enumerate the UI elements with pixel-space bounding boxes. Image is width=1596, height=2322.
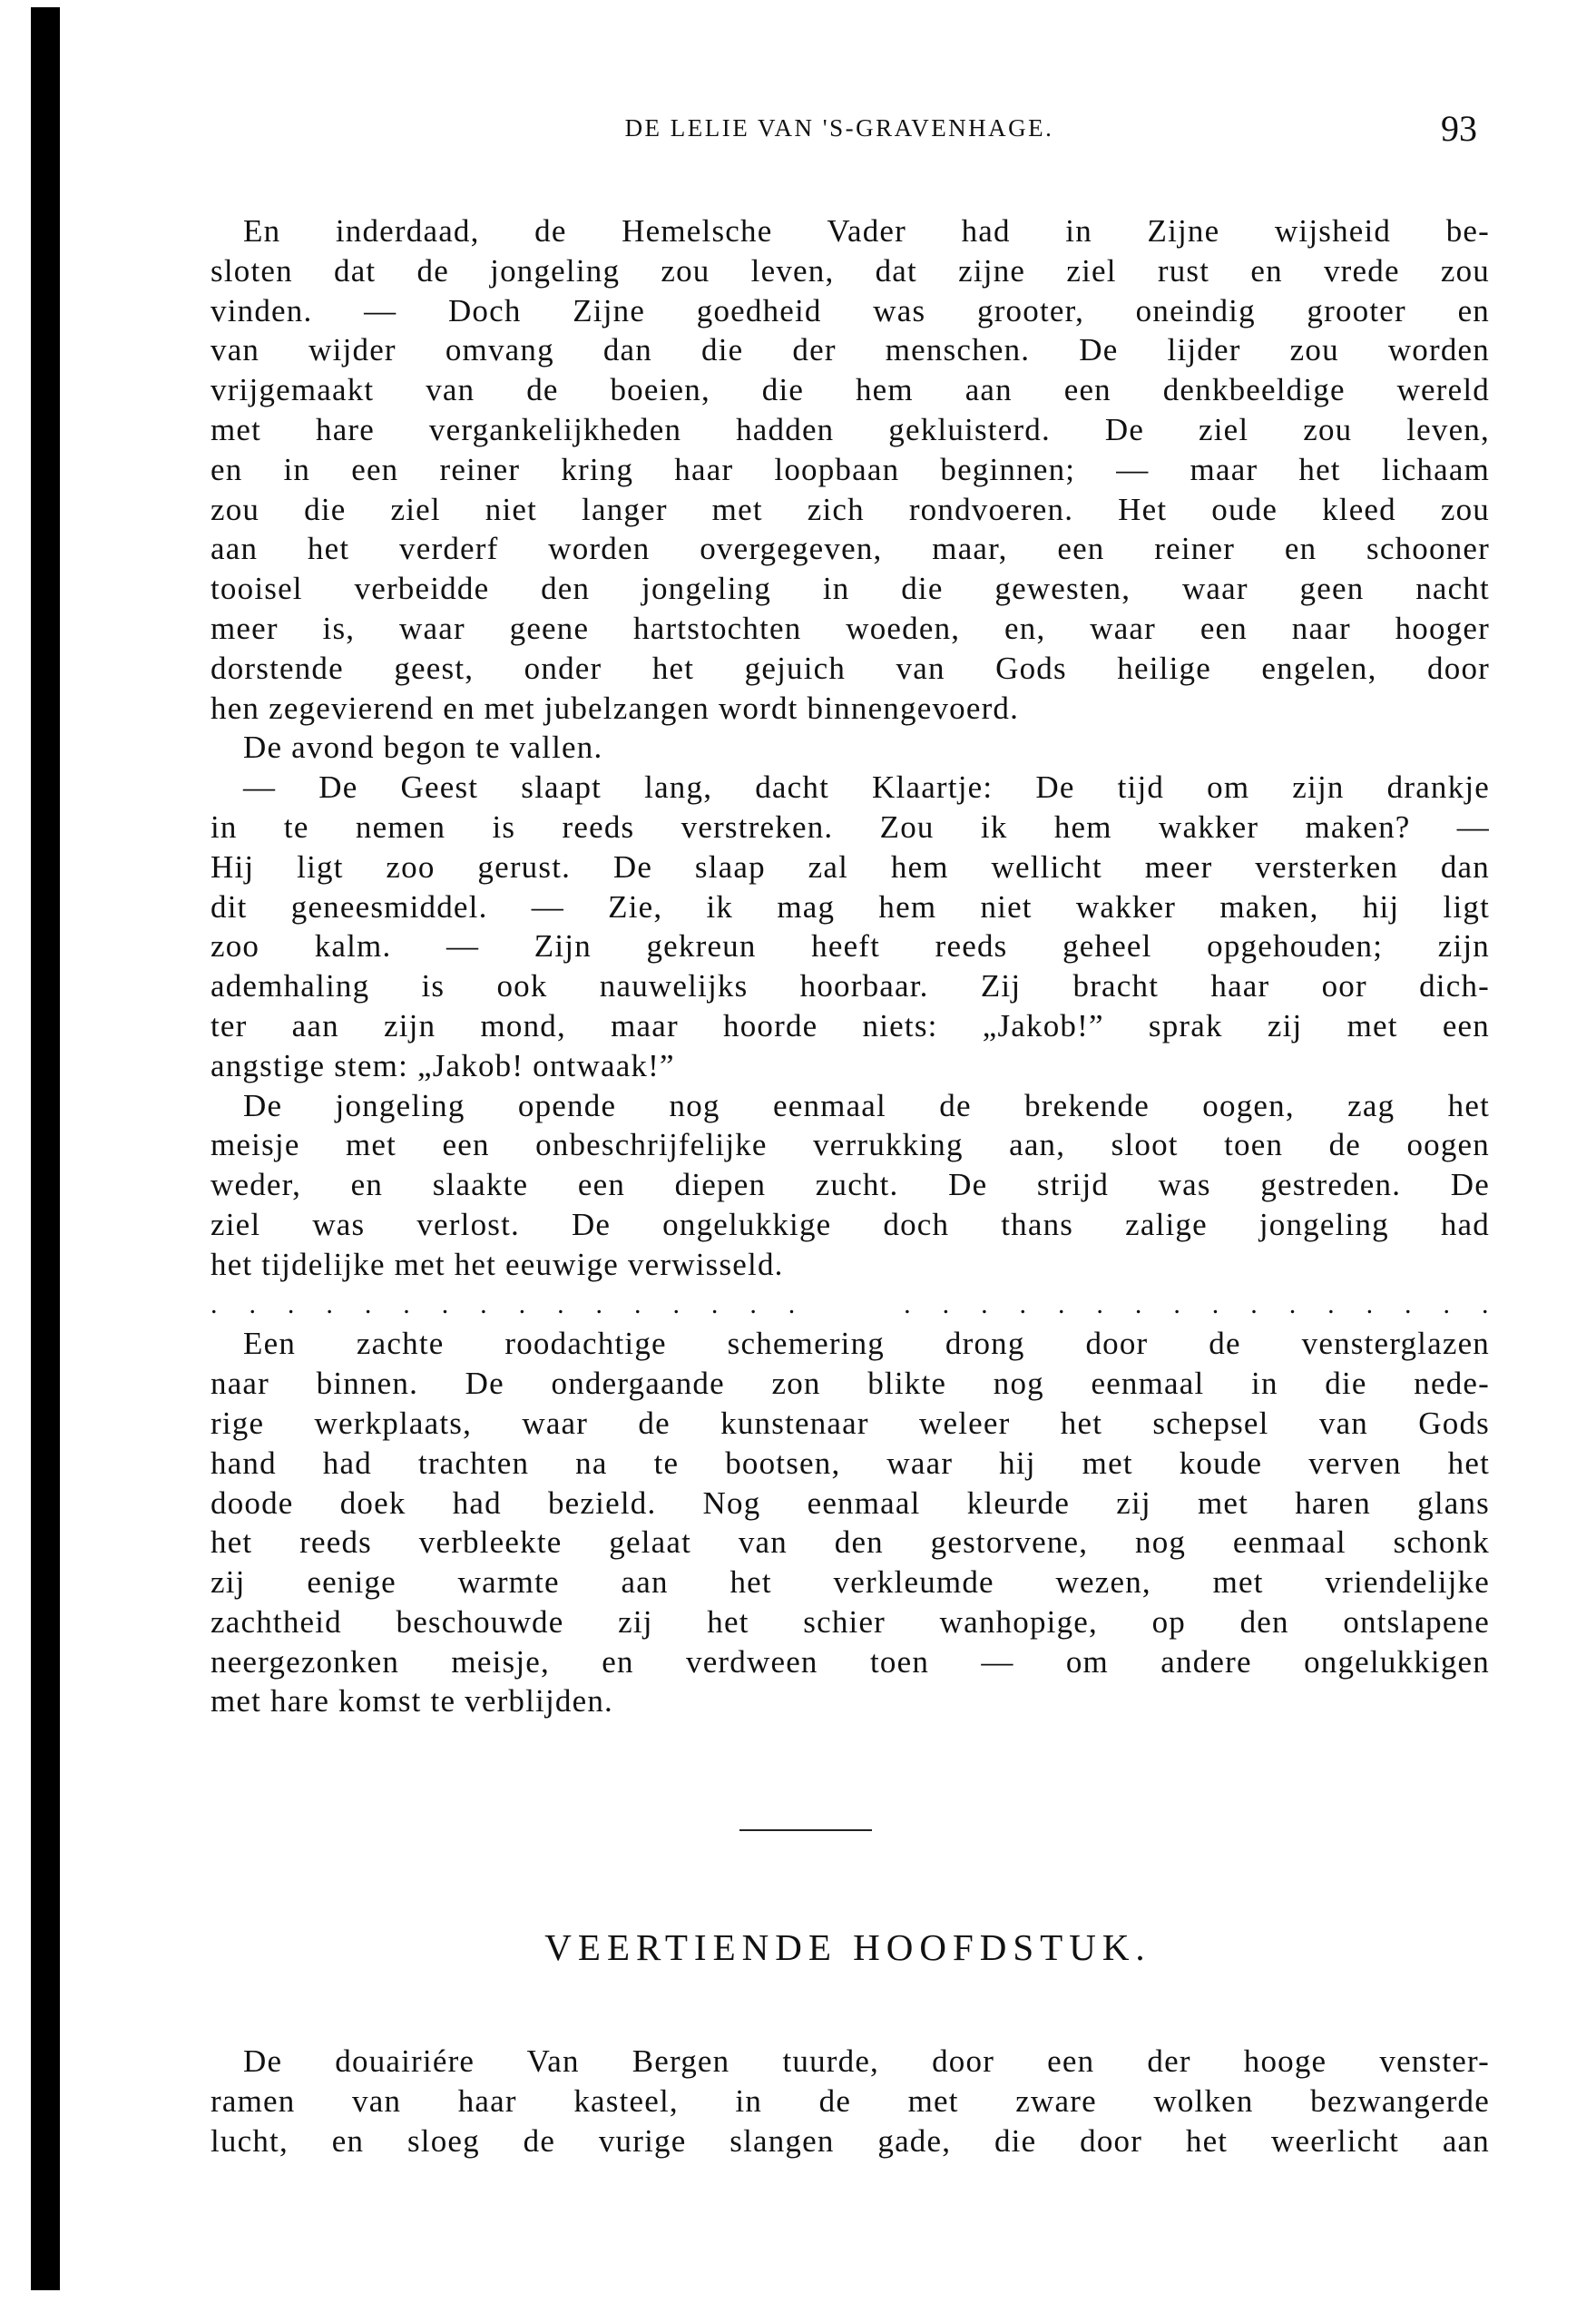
separator-dot: .	[1250, 1288, 1258, 1319]
text-line: neergezonken meisje, en verdween toen — om andere ongelukkigen	[211, 1643, 1490, 1680]
section-divider-rule	[739, 1829, 872, 1831]
text-line: zij eenige warmte aan het verkleumde wezen, met vriendelijke	[211, 1564, 1490, 1601]
separator-dot: .	[1481, 1288, 1490, 1319]
separator-dot: .	[1327, 1288, 1336, 1319]
separator-dot: .	[287, 1288, 296, 1319]
separator-dot: .	[749, 1288, 759, 1319]
separator-dot	[866, 1285, 874, 1325]
section-break-dots	[211, 1285, 1490, 1325]
text-line: en in een reiner kring haar loopbaan beginnen; — maar het lichaam	[211, 451, 1490, 487]
separator-dot: .	[249, 1288, 258, 1319]
text-line: angstige stem: „Jakob! ontwaak!”	[211, 1047, 675, 1083]
separator-dot: .	[403, 1288, 411, 1319]
text-line: De jongeling opende nog eenmaal de brekende oogen, zag het	[243, 1087, 1490, 1123]
separator-dot: .	[364, 1288, 373, 1319]
paragraph	[211, 768, 1490, 1085]
separator-dot: .	[480, 1288, 488, 1319]
paragraph	[211, 1324, 1490, 1721]
text-line: hen zegevierend en met jubelzangen wordt binnengevoerd.	[211, 690, 1020, 726]
separator-dot: .	[1405, 1288, 1413, 1319]
separator-dot: .	[441, 1288, 450, 1319]
paragraph	[211, 1086, 1490, 1285]
separator-dot: .	[788, 1288, 797, 1319]
text-line: De douairiére Van Bergen tuurde, door een der hooge venster-	[243, 2043, 1490, 2079]
text-line: meer is, waar geene hartstochten woeden, en, waar een naar hooger	[211, 610, 1490, 646]
text-line: met hare komst te verblijden.	[211, 1683, 613, 1719]
text-line: het reeds verbleekte gelaat van den gestorvene, nog eenmaal schonk	[211, 1524, 1490, 1561]
text-line: vrijgemaakt van de boeien, die hem aan een denkbeeldige wereld	[211, 372, 1490, 408]
separator-dot: .	[942, 1288, 951, 1319]
paragraph	[211, 728, 1490, 768]
text-line: vinden. — Doch Zijne goedheid was grooter, oneindig grooter en	[211, 292, 1490, 328]
text-line: — De Geest slaapt lang, dacht Klaartje: De tijd om zijn drankje	[243, 769, 1490, 806]
text-line: weder, en slaakte een diepen zucht. De strijd was gestreden. De	[211, 1167, 1490, 1203]
text-line: tooisel verbeidde den jongeling in die gewesten, waar geen nacht	[211, 571, 1490, 607]
text-line: het tijdelijke met het eeuwige verwisseld.	[211, 1246, 784, 1282]
text-line: En inderdaad, de Hemelsche Vader had in Zijne wijsheid be-	[243, 213, 1490, 249]
text-line: ramen van haar kasteel, in de met zware wolken bezwangerde	[211, 2082, 1490, 2119]
running-header-title: DE LELIE VAN 'S-GRAVENHAGE.	[624, 114, 1054, 142]
paragraph	[211, 2042, 1490, 2160]
body-text	[211, 211, 1490, 1721]
text-line: ziel was verlost. De ongelukkige doch thans zalige jongeling had	[211, 1206, 1490, 1242]
chapter-heading: VEERTIENDE HOOFDSTUK.	[544, 1926, 1151, 1968]
separator-dot: .	[326, 1288, 335, 1319]
text-line: in te nemen is reeds verstreken. Zou ik hem wakker maken? —	[211, 808, 1490, 845]
text-line: Een zachte roodachtige schemering drong door de vensterglazen	[243, 1326, 1490, 1362]
separator-dot: .	[211, 1288, 219, 1319]
paragraph	[211, 211, 1490, 728]
text-line: hand had trachten na te bootsen, waar hij met koude verven het	[211, 1445, 1490, 1481]
separator-dot: .	[981, 1288, 989, 1319]
text-line: sloten dat de jongeling zou leven, dat zijne ziel rust en vrede zou	[211, 252, 1490, 289]
separator-dot: .	[1134, 1288, 1143, 1319]
separator-dot: .	[1366, 1288, 1375, 1319]
separator-dot: .	[1288, 1288, 1297, 1319]
text-line: van wijder omvang dan die der menschen. De lijder zou worden	[211, 332, 1490, 368]
chapter-opening-paragraph	[211, 2042, 1490, 2160]
text-line: lucht, en sloeg de vurige slangen gade, die door het weerlicht aan	[211, 2122, 1490, 2159]
separator-dot: .	[1443, 1288, 1452, 1319]
text-line: dorstende geest, onder het gejuich van Gods heilige engelen, door	[211, 650, 1490, 686]
separator-dot	[827, 1285, 835, 1325]
separator-dot: .	[557, 1288, 565, 1319]
separator-dot: .	[633, 1288, 642, 1319]
separator-dot: .	[710, 1288, 720, 1319]
separator-dot: .	[518, 1288, 527, 1319]
text-line: dit geneesmiddel. — Zie, ik mag hem niet wakker maken, hij ligt	[211, 888, 1490, 925]
text-line: Hij ligt zoo gerust. De slaap zal hem wellicht meer versterken dan	[211, 848, 1490, 885]
separator-dot: .	[1173, 1288, 1182, 1319]
separator-dot: .	[1096, 1288, 1105, 1319]
text-line: zou die ziel niet langer met zich rondvoeren. Het oude kleed zou	[211, 491, 1490, 527]
text-line: ter aan zijn mond, maar hoorde niets: „Jakob!” sprak zij met een	[211, 1007, 1490, 1043]
separator-dot: .	[595, 1288, 604, 1319]
separator-dot: .	[1057, 1288, 1066, 1319]
separator-dot: .	[672, 1288, 681, 1319]
text-line: ademhaling is ook nauwelijks hoorbaar. Zij bracht haar oor dich-	[211, 968, 1490, 1004]
separator-dot: .	[1211, 1288, 1220, 1319]
separator-dot: .	[904, 1288, 912, 1319]
text-line: zoo kalm. — Zijn gekreun heeft reeds geheel opgehouden; zijn	[211, 928, 1490, 965]
page-number: 93	[1441, 108, 1477, 149]
text-line: naar binnen. De ondergaande zon blikte nog eenmaal in die nede-	[211, 1366, 1490, 1402]
text-line: De avond begon te vallen.	[243, 730, 603, 766]
text-line: aan het verderf worden overgegeven, maar, een reiner en schooner	[211, 531, 1490, 567]
text-line: zachtheid beschouwde zij het schier wanhopige, op den ontslapene	[211, 1603, 1490, 1640]
separator-dot: .	[1019, 1288, 1028, 1319]
text-line: met hare vergankelijkheden hadden gekluisterd. De ziel zou leven,	[211, 411, 1490, 447]
text-line: rige werkplaats, waar de kunstenaar weleer het schepsel van Gods	[211, 1405, 1490, 1441]
text-line: doode doek had bezield. Nog eenmaal kleurde zij met haren glans	[211, 1484, 1490, 1521]
text-line: meisje met een onbeschrijfelijke verrukking aan, sloot toen de oogen	[211, 1127, 1490, 1163]
